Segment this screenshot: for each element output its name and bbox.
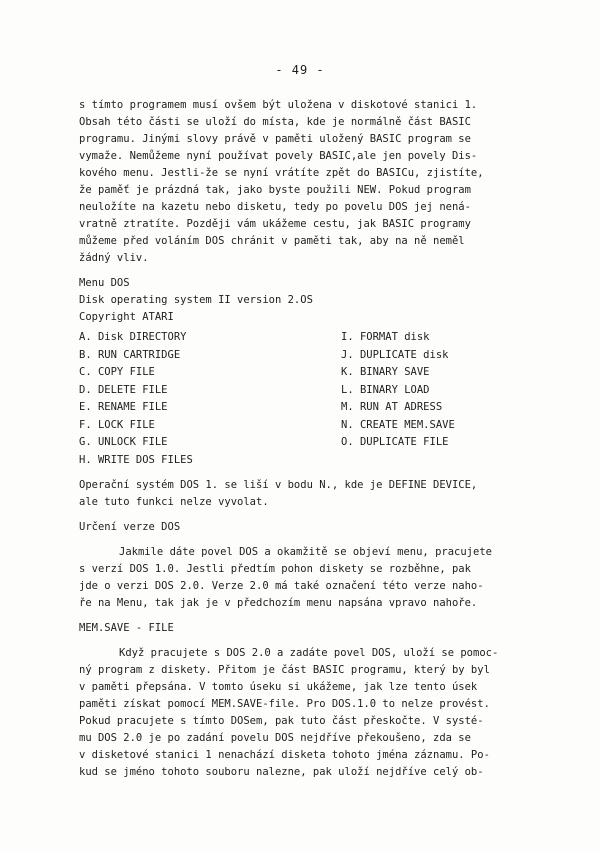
text-line: neuložíte na kazetu nebo disketu, tedy po povelu DOS jej nená- — [79, 201, 471, 213]
text-line: ale tuto funkci nelze vyvolat. — [79, 496, 269, 508]
text-line: vymaže. Nemůžeme nyní používat povely BASIC,ale jen povely Dis- — [79, 150, 478, 162]
section-heading-mem-save: MEM.SAVE - FILE — [79, 622, 174, 634]
menu-copyright: Copyright ATARI — [79, 311, 174, 323]
menu-item-d: D. DELETE FILE — [79, 383, 168, 396]
menu-item-j: J. DUPLICATE disk — [341, 348, 449, 361]
text-line: ře na Menu, tak jak je v předchozím menu napsána vpravo nahoře. — [79, 597, 478, 609]
text-line: Operační systém DOS 1. se liší v bodu N., kde je DEFINE DEVICE, — [79, 479, 478, 491]
menu-item-m: M. RUN AT ADRESS — [341, 401, 443, 413]
text-line: s tímto programem musí ovšem být uložena v diskotové stanici 1. — [79, 99, 478, 111]
text-line: kového menu. Jestli-že se nyní vrátíte zpět do BASICu, zjistíte, — [79, 167, 484, 179]
menu-item-f: F. LOCK FILE — [79, 418, 155, 431]
menu-title: Menu DOS — [79, 277, 130, 289]
paragraph-dos1-note — [79, 477, 539, 511]
menu-item-c: C. COPY FILE — [79, 366, 155, 378]
text-line: vratně ztratíte. Později vám ukážeme cestu, jak BASIC programy — [79, 218, 471, 230]
menu-item-l: L. BINARY LOAD — [341, 383, 430, 396]
text-line: v paměti přepsána. V tomto úseku si ukážeme, jak lze tento úsek — [79, 681, 478, 693]
text-line: programu. Jinými slovy právě v paměti uložený BASIC program se — [79, 133, 471, 145]
text-line: Pokud pracujete s tímto DOSem, pak tuto část přeskočte. V systé- — [79, 715, 484, 727]
menu-item-i: I. FORMAT disk — [341, 331, 430, 343]
text-line: ný program z diskety. Přitom je část BASIC programu, který by byl — [79, 664, 490, 676]
menu-system-name: Disk operating system II version 2.OS — [79, 294, 313, 306]
page-content — [79, 97, 539, 781]
menu-item-g: G. UNLOCK FILE — [79, 436, 168, 448]
menu-item-e: E. RENAME FILE — [79, 401, 168, 413]
text-line: mu DOS 2.0 je po zadání povelu DOS nejdříve překoušeno, zda se — [79, 732, 471, 744]
text-line: žádný vliv. — [79, 252, 149, 264]
paragraph-program-loading — [79, 97, 539, 267]
text-line: že paměť je prázdná tak, jako byste použili NEW. Pokud program — [79, 184, 471, 196]
text-line: můžeme před voláním DOS chránit v paměti tak, aby na ně neměl — [79, 235, 465, 247]
page-number: - 49 - — [275, 63, 325, 77]
menu-item-empty — [341, 452, 539, 470]
menu-item-b: B. RUN CARTRIDGE — [79, 348, 181, 361]
menu-item-n: N. CREATE MEM.SAVE — [341, 418, 455, 431]
text-line: Obsah této části se uloží do místa, kde je normálně část BASIC — [79, 116, 471, 128]
menu-header — [79, 275, 539, 326]
text-line: Jakmile dáte povel DOS a okamžitě se objeví menu, pracujete — [119, 546, 492, 558]
dos-menu-list — [79, 329, 539, 469]
text-line: jde o verzi DOS 2.0. Verze 2.0 má také označení této verze naho- — [79, 580, 484, 592]
text-line: v disketové stanici 1 nenachází disketa tohoto jména záznamu. Po- — [79, 749, 490, 761]
section-heading-dos-version: Určení verze DOS — [79, 521, 181, 533]
text-line: Když pracujete s DOS 2.0 a zadáte povel DOS, uloží se pomoc- — [119, 647, 499, 659]
menu-item-h: H. WRITE DOS FILES — [79, 453, 193, 466]
menu-item-k: K. BINARY SAVE — [341, 366, 430, 378]
menu-item-o: O. DUPLICATE FILE — [341, 436, 449, 448]
paragraph-dos-version — [79, 544, 539, 612]
text-line: s verzí DOS 1.0. Jestli předtím pohon diskety se rozběhne, pak — [79, 563, 471, 575]
paragraph-mem-save — [79, 645, 539, 781]
text-line: paměti získat pomocí MEM.SAVE-file. Pro DOS.1.0 to nelze provést. — [79, 698, 490, 710]
text-line: kud se jméno tohoto souboru nalezne, pak uloží nejdříve celý ob- — [79, 766, 484, 778]
menu-item-a: A. Disk DIRECTORY — [79, 331, 187, 343]
